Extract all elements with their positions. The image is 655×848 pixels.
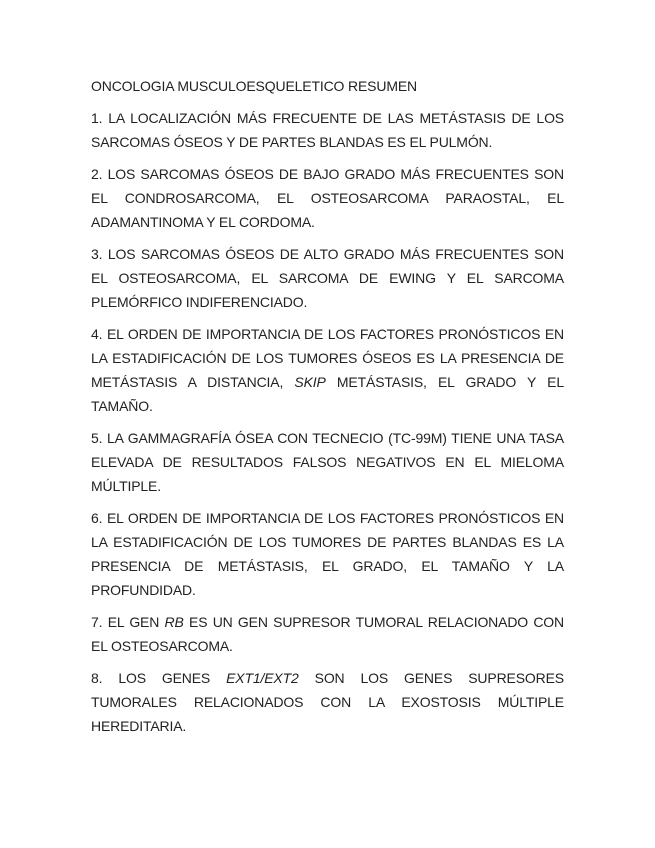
summary-item-8 [91, 666, 564, 738]
summary-item-4-italic-term: SKIP [294, 374, 326, 390]
summary-item-8-text-before: 8. LOS GENES [91, 670, 227, 686]
summary-item-4-text-before: 4. EL ORDEN DE IMPORTANCIA DE LOS FACTORES PRONÓSTICOS EN LA ESTADIFICACIÓN DE LOS TUMORES ÓSEOS ES LA PRESENCIA DE METÁSTASIS A DISTANCIA, [91, 326, 564, 390]
summary-item-5: 5. LA GAMMAGRAFÍA ÓSEA CON TECNECIO (TC-99M) TIENE UNA TASA ELEVADA DE RESULTADOS FALSOS NEGATIVOS EN EL MIELOMA MÚLTIPLE. [91, 430, 564, 494]
summary-item-8-italic-term: EXT1/EXT2 [226, 670, 299, 686]
summary-item-7 [91, 610, 564, 658]
summary-item-4-text-after: METÁSTASIS, EL GRADO Y EL TAMAÑO. [91, 374, 564, 414]
summary-item-7-text-before: 7. EL GEN [91, 614, 165, 630]
summary-item-1: 1. LA LOCALIZACIÓN MÁS FRECUENTE DE LAS METÁSTASIS DE LOS SARCOMAS ÓSEOS Y DE PARTES BLANDAS ES EL PULMÓN. [91, 110, 564, 150]
summary-item-6: 6. EL ORDEN DE IMPORTANCIA DE LOS FACTORES PRONÓSTICOS EN LA ESTADIFICACIÓN DE LOS TUMORES DE PARTES BLANDAS ES LA PRESENCIA DE METÁSTASIS, EL GRADO, EL TAMAÑO Y LA PROFUNDIDAD. [91, 510, 564, 598]
summary-item-3: 3. LOS SARCOMAS ÓSEOS DE ALTO GRADO MÁS FRECUENTES SON EL OSTEOSARCOMA, EL SARCOMA DE EWING Y EL SARCOMA PLEMÓRFICO INDIFERENCIADO. [91, 246, 564, 310]
summary-item-7-text-after: ES UN GEN SUPRESOR TUMORAL RELACIONADO CON EL OSTEOSARCOMA. [91, 614, 565, 654]
document-page [91, 74, 564, 746]
summary-item-2: 2. LOS SARCOMAS ÓSEOS DE BAJO GRADO MÁS FRECUENTES SON EL CONDROSARCOMA, EL OSTEOSARCOMA PARAOSTAL, EL ADAMANTINOMA Y EL CORDOMA. [91, 166, 564, 230]
document-title: ONCOLOGIA MUSCULOESQUELETICO RESUMEN [91, 78, 417, 94]
summary-item-4 [91, 322, 564, 418]
summary-item-8-text-after: SON LOS GENES SUPRESORES TUMORALES RELACIONADOS CON LA EXOSTOSIS MÚLTIPLE HEREDITARIA. [91, 670, 564, 734]
summary-item-7-italic-term: RB [164, 614, 184, 630]
